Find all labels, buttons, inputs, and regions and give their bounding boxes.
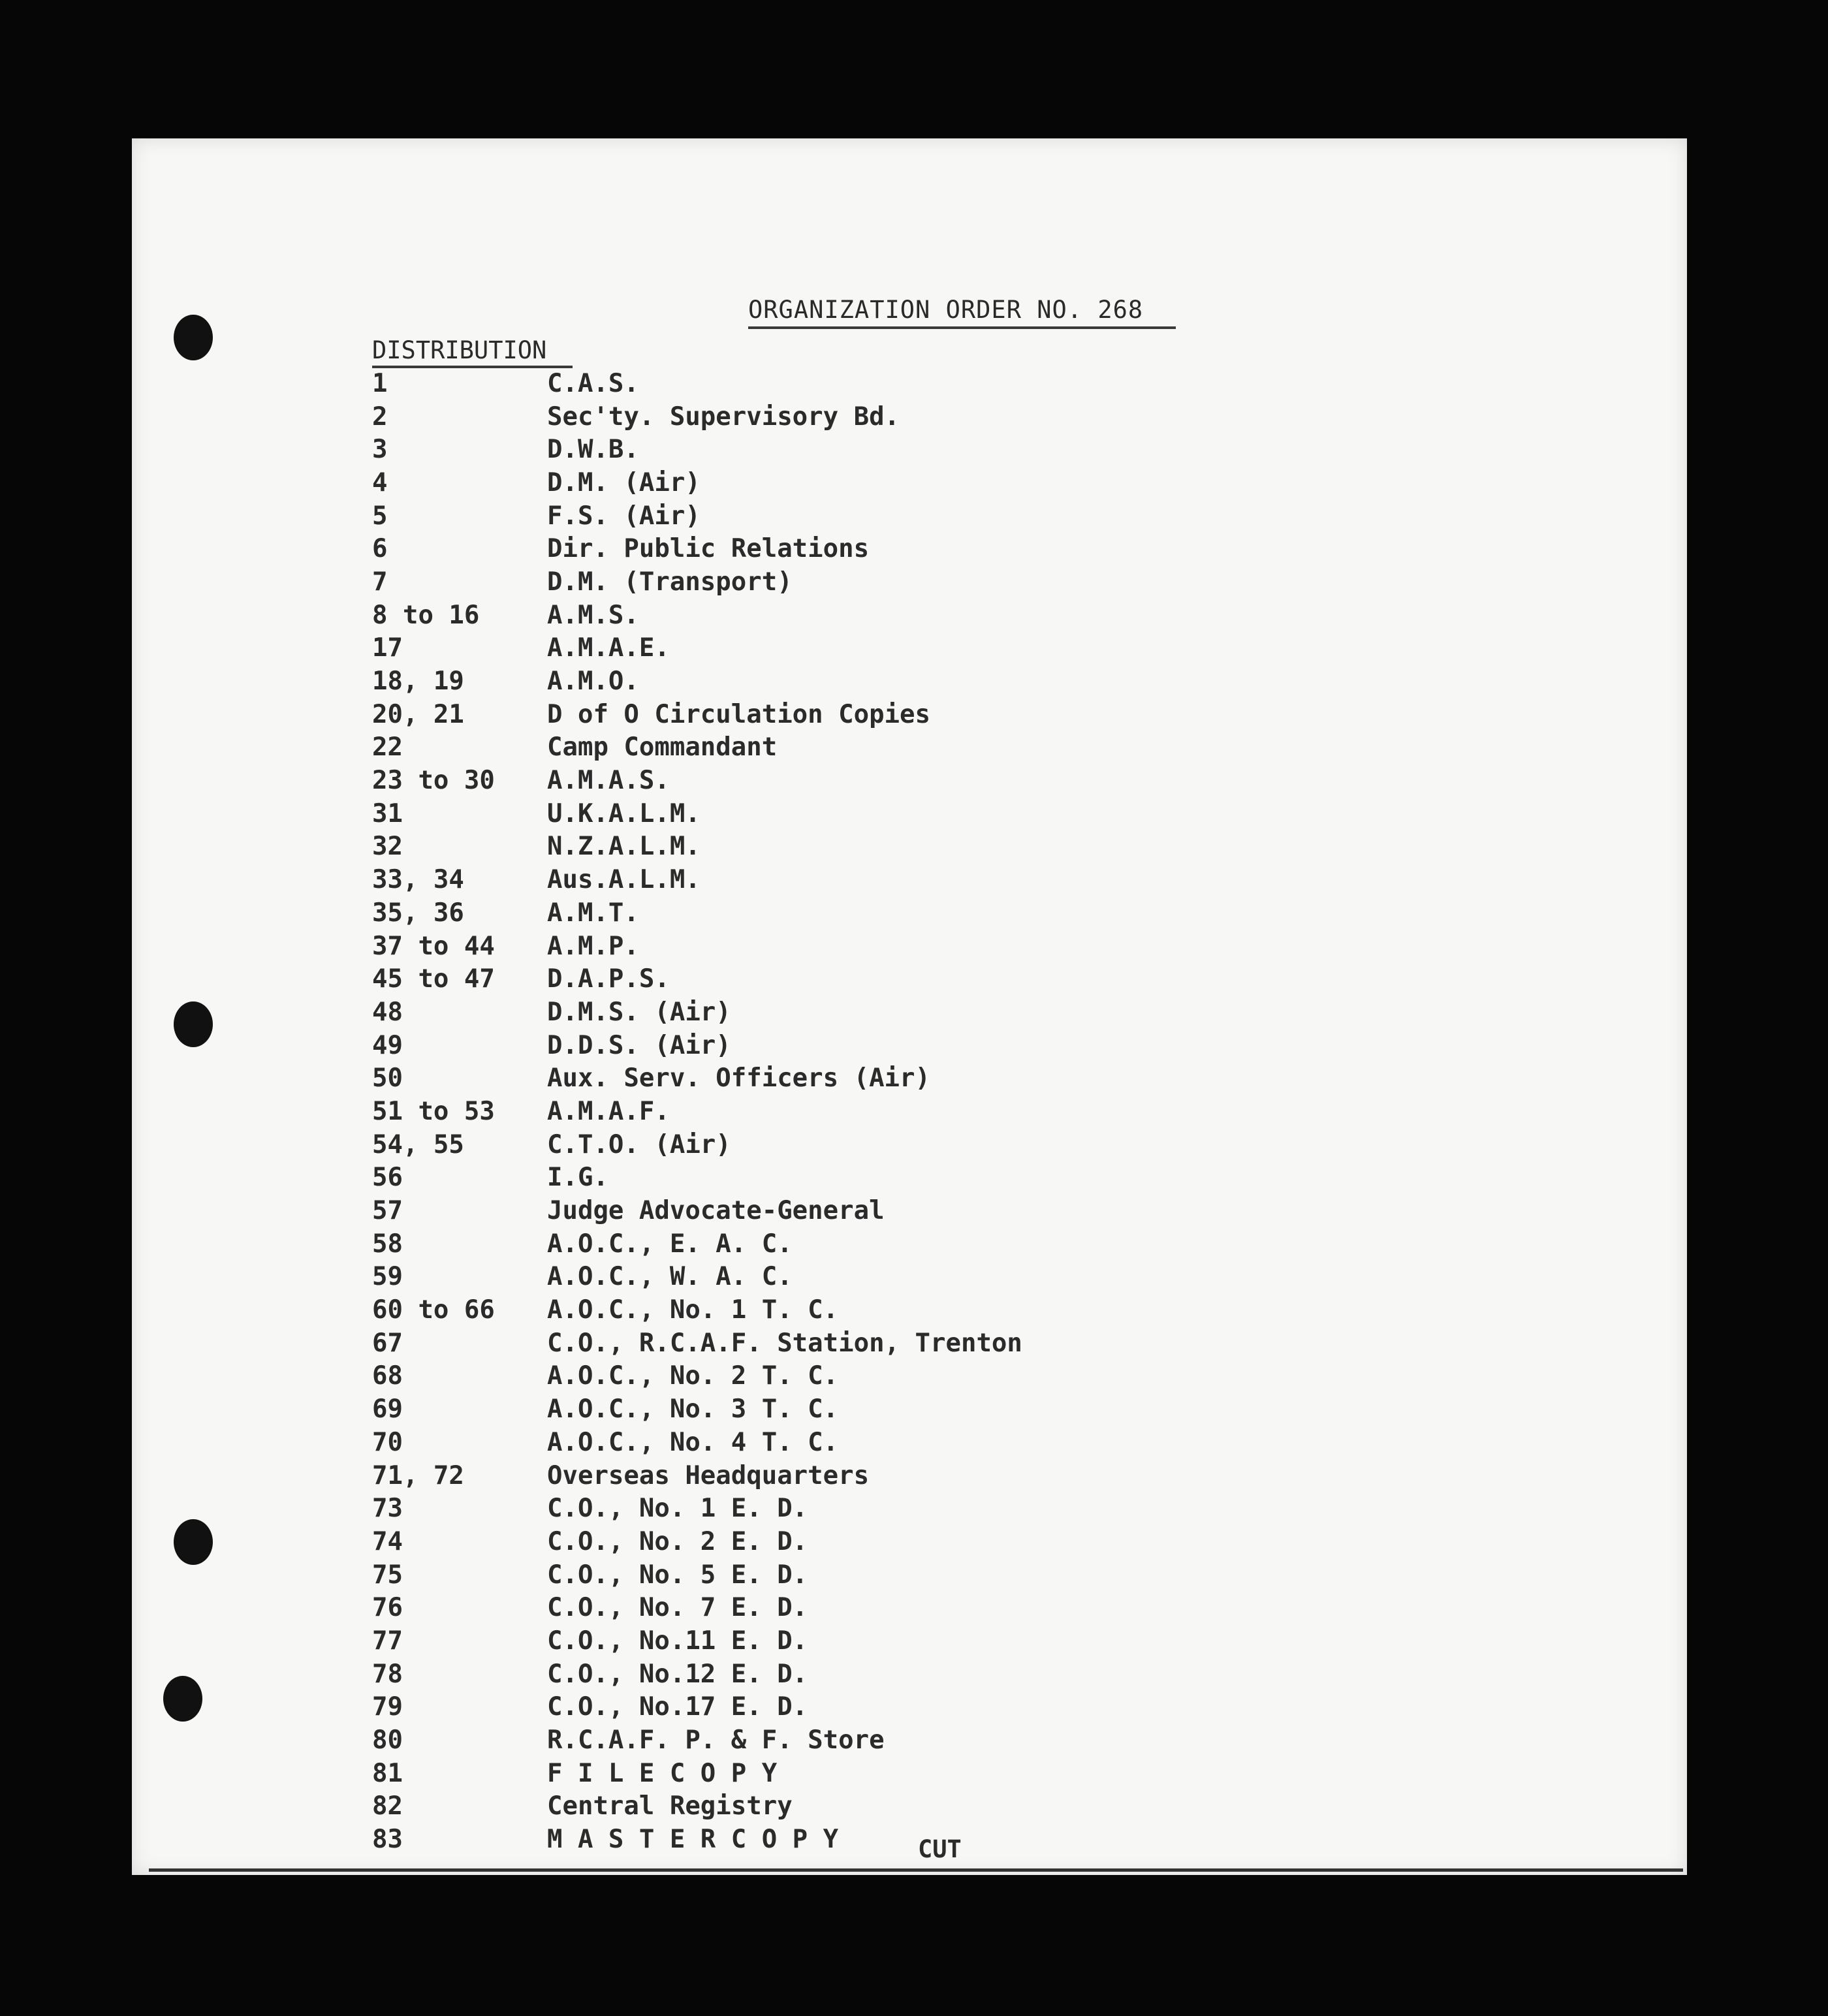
copy-numbers: 83	[372, 1825, 403, 1855]
recipient: D.M.S. (Air)	[547, 997, 731, 1027]
copy-numbers: 77	[372, 1626, 403, 1656]
distribution-row	[366, 962, 1022, 996]
copy-numbers: 37 to 44	[372, 931, 495, 961]
distribution-row	[366, 896, 1022, 930]
title-underline	[748, 326, 1176, 329]
recipient: A.M.P.	[547, 931, 639, 961]
distribution-row	[366, 830, 1022, 864]
copy-numbers: 57	[372, 1196, 403, 1226]
copy-numbers: 3	[372, 435, 388, 465]
copy-numbers: 31	[372, 798, 403, 828]
distribution-row	[366, 1558, 1022, 1592]
recipient: C.T.O. (Air)	[547, 1129, 731, 1159]
distribution-row	[366, 996, 1022, 1029]
punch-hole-3	[174, 1519, 213, 1565]
distribution-row	[366, 367, 1022, 400]
recipient: R.C.A.F. P. & F. Store	[547, 1725, 885, 1756]
copy-numbers: 82	[372, 1791, 403, 1821]
copy-numbers: 49	[372, 1030, 403, 1060]
copy-numbers: 68	[372, 1361, 403, 1391]
copy-numbers: 78	[372, 1659, 403, 1689]
copy-numbers: 50	[372, 1063, 403, 1094]
copy-numbers: 60 to 66	[372, 1295, 495, 1325]
distribution-row	[366, 731, 1022, 764]
recipient: A.O.C., No. 3 T. C.	[547, 1394, 839, 1425]
recipient: D.D.S. (Air)	[547, 1030, 731, 1060]
recipient: C.O., R.C.A.F. Station, Trenton	[547, 1328, 1022, 1358]
copy-numbers: 1	[372, 368, 388, 398]
recipient: C.O., No. 1 E. D.	[547, 1494, 808, 1524]
copy-numbers: 56	[372, 1163, 403, 1193]
distribution-row	[366, 466, 1022, 499]
distribution-row	[366, 1624, 1022, 1658]
recipient: A.O.C., No. 2 T. C.	[547, 1361, 839, 1391]
copy-numbers: 5	[372, 501, 388, 531]
copy-numbers: 17	[372, 633, 403, 663]
recipient: C.A.S.	[547, 368, 639, 398]
copy-numbers: 73	[372, 1494, 403, 1524]
distribution-row	[366, 1360, 1022, 1393]
copy-numbers: 33, 34	[372, 865, 464, 895]
distribution-row	[366, 1525, 1022, 1558]
distribution-row	[366, 1591, 1022, 1624]
copy-numbers: 69	[372, 1394, 403, 1425]
distribution-row	[366, 1029, 1022, 1062]
distribution-row	[366, 764, 1022, 797]
recipient: I.G.	[547, 1163, 608, 1193]
distribution-heading: DISTRIBUTION	[372, 336, 547, 364]
copy-numbers: 23 to 30	[372, 766, 495, 796]
recipient: C.O., No.12 E. D.	[547, 1659, 808, 1689]
recipient: D.A.P.S.	[547, 964, 670, 994]
distribution-row	[366, 565, 1022, 599]
copy-numbers: 54, 55	[372, 1129, 464, 1159]
copy-numbers: 48	[372, 997, 403, 1027]
distribution-row	[366, 632, 1022, 665]
distribution-row	[366, 599, 1022, 632]
distribution-row	[366, 797, 1022, 830]
recipient: A.M.T.	[547, 898, 639, 928]
distribution-row	[366, 1095, 1022, 1128]
recipient: U.K.A.L.M.	[547, 798, 701, 828]
copy-numbers: 2	[372, 402, 388, 432]
recipient: C.O., No.17 E. D.	[547, 1692, 808, 1722]
recipient: Aus.A.L.M.	[547, 865, 701, 895]
copy-numbers: 80	[372, 1725, 403, 1756]
distribution-row	[366, 698, 1022, 731]
distribution-row	[366, 1691, 1022, 1724]
copy-numbers: 81	[372, 1758, 403, 1788]
copy-numbers: 32	[372, 832, 403, 862]
copy-numbers: 74	[372, 1526, 403, 1556]
recipient: A.O.C., E. A. C.	[547, 1229, 793, 1259]
copy-numbers: 76	[372, 1593, 403, 1623]
distribution-row	[366, 1227, 1022, 1261]
recipient: D.W.B.	[547, 435, 639, 465]
punch-hole-4	[163, 1676, 202, 1722]
copy-numbers: 4	[372, 467, 388, 497]
recipient: Central Registry	[547, 1791, 793, 1821]
distribution-row	[366, 1194, 1022, 1227]
recipient: C.O., No. 5 E. D.	[547, 1560, 808, 1590]
distribution-row	[366, 1492, 1022, 1525]
distribution-row	[366, 665, 1022, 698]
copy-numbers: 22	[372, 732, 403, 763]
copy-numbers: 67	[372, 1328, 403, 1358]
document-title: ORGANIZATION ORDER NO. 268	[748, 296, 1144, 324]
copy-numbers: 35, 36	[372, 898, 464, 928]
distribution-list	[366, 367, 1022, 1856]
recipient: A.M.A.E.	[547, 633, 670, 663]
recipient: F I L E C O P Y	[547, 1758, 778, 1788]
copy-numbers: 18, 19	[372, 667, 464, 697]
recipient: D.M. (Transport)	[547, 567, 793, 597]
distribution-row	[366, 1393, 1022, 1426]
copy-numbers: 45 to 47	[372, 964, 495, 994]
recipient: C.O., No. 2 E. D.	[547, 1526, 808, 1556]
cut-line	[149, 1868, 1683, 1872]
recipient: A.O.C., W. A. C.	[547, 1262, 793, 1292]
recipient: D of O Circulation Copies	[547, 699, 930, 729]
copy-numbers: 59	[372, 1262, 403, 1292]
copy-numbers: 51 to 53	[372, 1096, 495, 1126]
distribution-row	[366, 1293, 1022, 1327]
recipient: D.M. (Air)	[547, 467, 701, 497]
recipient: Dir. Public Relations	[547, 534, 870, 564]
recipient: Camp Commandant	[547, 732, 778, 763]
distribution-row	[366, 1658, 1022, 1691]
distribution-row	[366, 532, 1022, 565]
distribution-row	[366, 1757, 1022, 1790]
recipient: Sec'ty. Supervisory Bd.	[547, 402, 900, 432]
recipient: N.Z.A.L.M.	[547, 832, 701, 862]
distribution-row	[366, 1062, 1022, 1095]
recipient: F.S. (Air)	[547, 501, 701, 531]
distribution-row	[366, 1724, 1022, 1757]
recipient: Overseas Headquarters	[547, 1460, 870, 1490]
recipient: C.O., No. 7 E. D.	[547, 1593, 808, 1623]
cut-label: CUT	[918, 1835, 962, 1863]
copy-numbers: 58	[372, 1229, 403, 1259]
recipient: A.M.S.	[547, 600, 639, 630]
recipient: A.M.O.	[547, 667, 639, 697]
distribution-row	[366, 1161, 1022, 1195]
copy-numbers: 7	[372, 567, 388, 597]
recipient: A.O.C., No. 4 T. C.	[547, 1427, 839, 1457]
distribution-row	[366, 1426, 1022, 1459]
recipient: C.O., No.11 E. D.	[547, 1626, 808, 1656]
copy-numbers: 75	[372, 1560, 403, 1590]
distribution-row	[366, 1327, 1022, 1360]
recipient: A.O.C., No. 1 T. C.	[547, 1295, 839, 1325]
distribution-row	[366, 930, 1022, 963]
punch-hole-1	[174, 315, 213, 360]
copy-numbers: 71, 72	[372, 1460, 464, 1490]
copy-numbers: 8 to 16	[372, 600, 480, 630]
distribution-row	[366, 1128, 1022, 1161]
distribution-row	[366, 863, 1022, 896]
distribution-row	[366, 433, 1022, 466]
copy-numbers: 6	[372, 534, 388, 564]
recipient: Judge Advocate-General	[547, 1196, 885, 1226]
copy-numbers: 79	[372, 1692, 403, 1722]
recipient: Aux. Serv. Officers (Air)	[547, 1063, 930, 1094]
copy-numbers: 20, 21	[372, 699, 464, 729]
recipient: A.M.A.S.	[547, 766, 670, 796]
distribution-row	[366, 1261, 1022, 1294]
distribution-row	[366, 499, 1022, 533]
distribution-row	[366, 400, 1022, 433]
distribution-row	[366, 1459, 1022, 1492]
recipient: A.M.A.F.	[547, 1096, 670, 1126]
recipient: M A S T E R C O P Y	[547, 1825, 839, 1855]
copy-numbers: 70	[372, 1427, 403, 1457]
distribution-row	[366, 1790, 1022, 1823]
punch-hole-2	[174, 1001, 213, 1047]
